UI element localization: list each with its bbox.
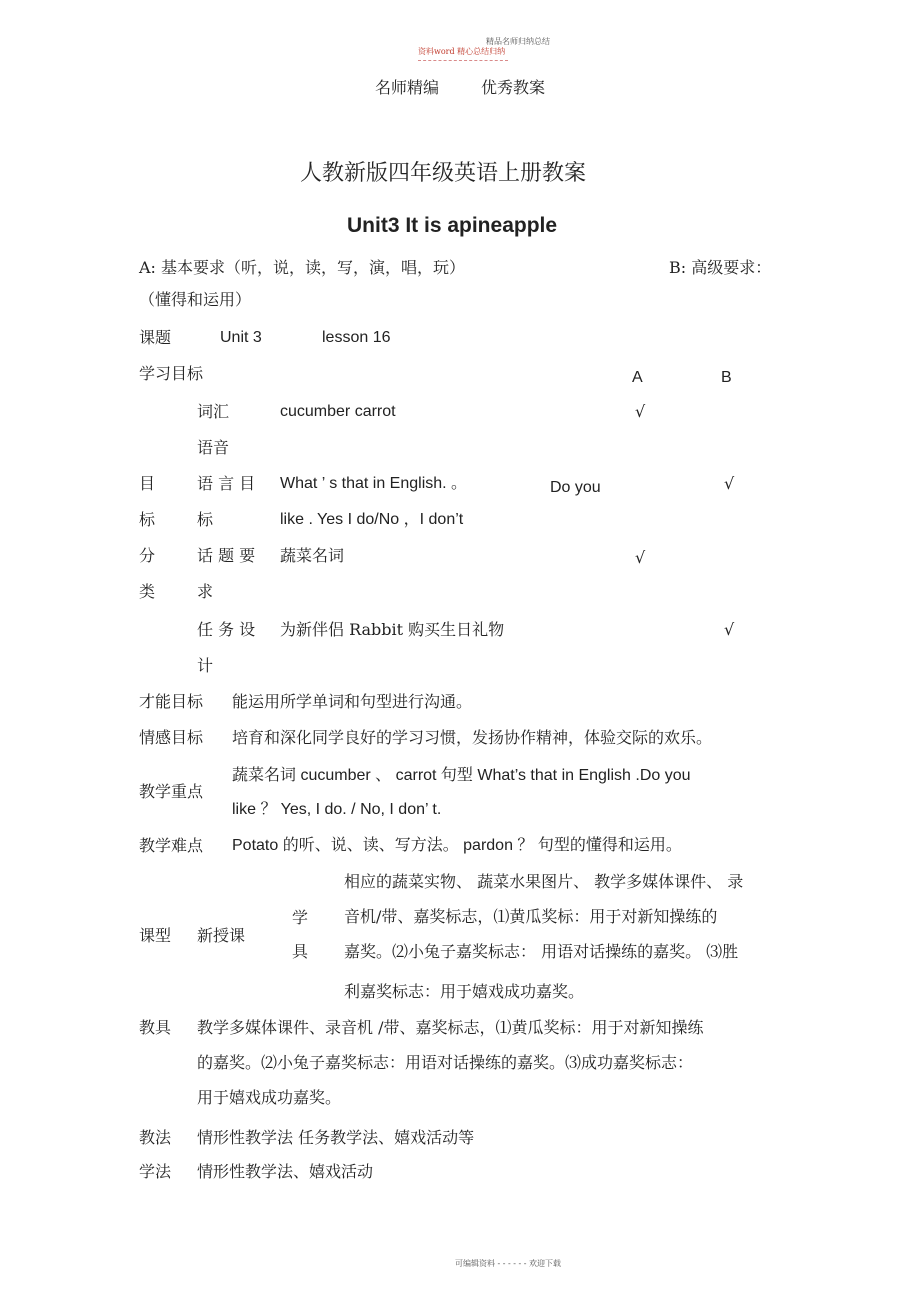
tools-label-char: 学 (292, 908, 309, 927)
header-right: 优秀教案 (481, 78, 546, 97)
doc-title: 人教新版四年级英语上册教案 (300, 161, 587, 186)
key-points-line-1: 蔬菜名词 cucumber 、 carrot 句型 What’s that in English .Do you (232, 767, 691, 784)
check-mark-a: √ (635, 402, 646, 421)
teaching-aids-line: 的嘉奖。⑵小兔子嘉奖标志：用语对话操练的嘉奖。⑶成功嘉奖标志： (197, 1053, 694, 1072)
check-mark-b: √ (724, 620, 735, 639)
tools-line: 利嘉奖标志：用于嬉戏成功嘉奖。 (344, 982, 585, 1001)
learning-method-text: 情形性教学法、嬉戏活动 (197, 1162, 374, 1181)
tools-line: 相应的蔬菜实物、 蔬菜水果图片、 教学多媒体课件、 录 (344, 872, 744, 891)
requirement-a: A: 基本要求（听，说，读，写，演，唱，玩） (139, 258, 466, 277)
category-topic: 话 题 要 (197, 546, 256, 565)
lesson-label: 课题 (139, 328, 172, 347)
emotion-label: 情感目标 (139, 728, 204, 747)
requirement-b: B: 高级要求： (669, 258, 772, 277)
category-language-cont: 标 (197, 510, 214, 529)
check-mark-a: √ (635, 548, 646, 567)
requirement-b-continued: （懂得和运用） (139, 290, 252, 309)
learning-method-label: 学法 (139, 1162, 172, 1181)
row-language-line-1: What ’ s that in English. 。 (280, 475, 468, 492)
side-label-char: 分 (139, 546, 156, 565)
row-topic-content: 蔬菜名词 (280, 546, 345, 565)
page-footer: 可编辑资料 - - - - - - 欢迎下载 (455, 1259, 562, 1268)
watermark-line-2: 资料word 精心总结归纳 (418, 47, 506, 56)
lesson-type-value: 新授课 (197, 926, 246, 945)
side-label-char: 类 (139, 582, 156, 601)
header-left: 名师精编 (375, 78, 440, 97)
lesson-type-label: 课型 (139, 926, 172, 945)
watermark-line-1: 精品名师归纳总结 (486, 37, 550, 46)
ability-label: 才能目标 (139, 692, 204, 711)
category-task-cont: 计 (197, 656, 214, 675)
check-mark-b: √ (724, 474, 735, 493)
unit-title: Unit3 It is apineapple (347, 214, 558, 237)
tools-label-char: 具 (292, 942, 309, 961)
category-task: 任 务 设 (197, 620, 256, 639)
lesson-unit: Unit 3 (220, 329, 262, 346)
tools-line: 音机/带、嘉奖标志，⑴黄瓜奖标：用于对新知操练的 (344, 907, 718, 926)
teaching-aids-line: 教学多媒体课件、录音机 /带、嘉奖标志，⑴黄瓜奖标：用于对新知操练 (197, 1018, 704, 1037)
category-phonics: 语音 (197, 438, 230, 457)
teaching-aids-line: 用于嬉戏成功嘉奖。 (197, 1088, 342, 1107)
key-points-line-2: like ？ Yes, I do. / No, I don’ t. (232, 801, 442, 818)
side-label-char: 目 (139, 474, 156, 493)
difficult-text: Potato 的听、说、读、写方法。 pardon ？ 句型的懂得和运用。 (232, 837, 682, 854)
column-b-header: B (721, 369, 732, 386)
side-label-char: 标 (139, 510, 156, 529)
column-a-header: A (632, 369, 643, 386)
teaching-method-label: 教法 (139, 1128, 172, 1147)
watermark-divider (418, 60, 508, 61)
category-language: 语 言 目 (197, 474, 256, 493)
row-language-line-2: like . Yes I do/No ，I don’t (280, 511, 464, 528)
lesson-name: lesson 16 (322, 329, 391, 346)
category-vocab: 词汇 (197, 402, 230, 421)
objectives-label: 学习目标 (139, 364, 204, 383)
teaching-aids-label: 教具 (139, 1018, 172, 1037)
difficult-label: 教学难点 (139, 836, 204, 855)
row-task-content: 为新伴侣 Rabbit 购买生日礼物 (280, 620, 505, 639)
teaching-method-text: 情形性教学法 任务教学法、嬉戏活动等 (197, 1128, 475, 1147)
tools-line: 嘉奖。⑵小兔子嘉奖标志： 用语对话操练的嘉奖。 ⑶胜 (344, 942, 739, 961)
ability-text: 能运用所学单词和句型进行沟通。 (232, 692, 473, 711)
row-language-extra: Do you (550, 479, 601, 496)
category-topic-cont: 求 (197, 582, 214, 601)
emotion-text: 培育和深化同学良好的学习习惯，发扬协作精神，体验交际的欢乐。 (232, 728, 713, 747)
key-points-label: 教学重点 (139, 782, 204, 801)
row-vocab-content: cucumber carrot (280, 403, 396, 420)
